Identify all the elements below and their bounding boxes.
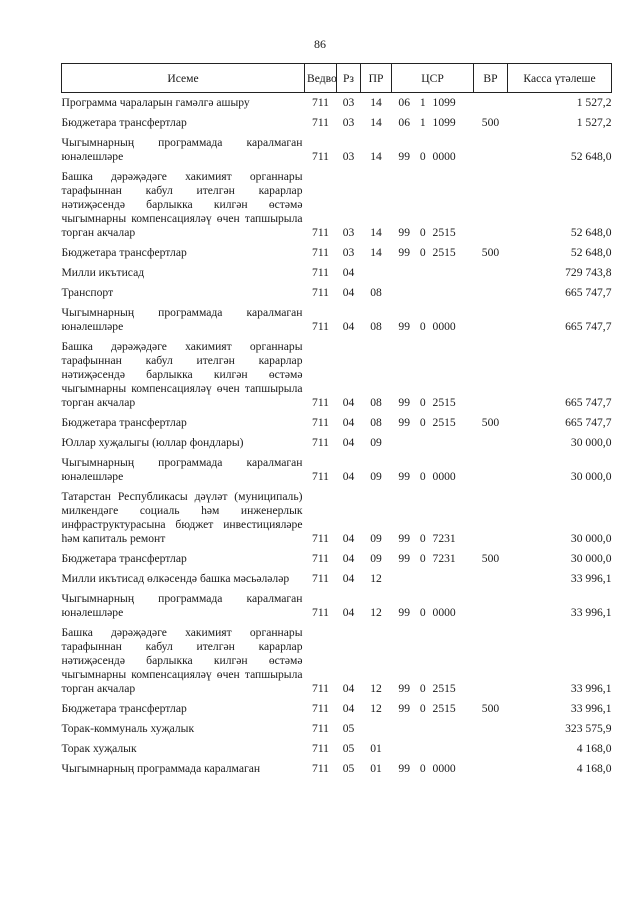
row-vr (474, 263, 508, 283)
row-pr: 12 (370, 572, 382, 585)
row-csr-part: 99 (398, 762, 411, 775)
row-csr (392, 283, 474, 303)
row-csr (392, 433, 474, 453)
row-ved: 711 (312, 722, 329, 735)
row-name: Милли икътисад (61, 266, 145, 279)
header-name: Исеме (62, 64, 305, 93)
table-row (62, 699, 612, 719)
row-vr: 500 (481, 702, 500, 715)
row-sum: 33 996,1 (570, 682, 612, 695)
row-name: Чыгымнарның программада каралмаган юнәлешләре (61, 592, 303, 619)
row-vr: 500 (481, 552, 500, 565)
row-pr: 14 (370, 246, 382, 259)
row-ved: 711 (312, 436, 329, 449)
row-csr-part: 0 (419, 762, 426, 775)
row-vr (474, 167, 508, 243)
row-csr-part: 0000 (432, 320, 456, 333)
row-sum: 1 527,2 (576, 96, 612, 109)
row-csr (392, 413, 474, 433)
row-name: Чыгымнарның программада каралмаган юнәлешләре (61, 456, 303, 483)
row-csr-part: 99 (398, 416, 411, 429)
row-pr: 14 (370, 226, 382, 239)
row-csr-part: 99 (398, 606, 411, 619)
row-csr-part: 0 (419, 320, 426, 333)
row-sum: 33 996,1 (570, 702, 612, 715)
row-csr-part: 99 (398, 246, 411, 259)
row-csr-part: 99 (398, 226, 411, 239)
row-csr (392, 549, 474, 569)
row-vr: 500 (481, 246, 500, 259)
row-csr-part: 0000 (432, 606, 456, 619)
table-row (62, 623, 612, 699)
row-vr (474, 487, 508, 549)
row-sum: 665 747,7 (565, 286, 612, 299)
row-rz: 03 (342, 116, 355, 129)
row-csr-part: 0 (419, 150, 426, 163)
row-csr (392, 569, 474, 589)
row-csr (392, 453, 474, 487)
row-name: Чыгымнарның программада каралмаган (61, 762, 261, 775)
row-pr: 14 (370, 150, 382, 163)
row-rz: 04 (342, 436, 355, 449)
row-name: Чыгымнарның программада каралмаган юнәлешләре (61, 306, 303, 333)
row-sum: 4 168,0 (576, 742, 612, 755)
table-body (62, 93, 612, 780)
row-csr (392, 623, 474, 699)
row-ved: 711 (312, 286, 329, 299)
table-row (62, 133, 612, 167)
table-row (62, 263, 612, 283)
row-rz: 04 (342, 532, 355, 545)
row-rz: 05 (342, 742, 355, 755)
row-sum: 52 648,0 (570, 226, 612, 239)
row-vr (474, 739, 508, 759)
row-csr-part: 99 (398, 532, 411, 545)
row-csr (392, 133, 474, 167)
row-vr (474, 453, 508, 487)
table-row (62, 759, 612, 779)
row-csr-part: 06 (398, 96, 411, 109)
row-ved: 711 (312, 572, 329, 585)
row-ved: 711 (312, 682, 329, 695)
row-csr-part: 99 (398, 150, 411, 163)
row-name: Бюджетара трансфертлар (61, 416, 187, 429)
row-csr-part: 7231 (432, 552, 456, 565)
row-ved: 711 (312, 702, 329, 715)
row-csr-part: 0 (419, 532, 426, 545)
row-vr (474, 589, 508, 623)
row-name: Торак хуҗалык (61, 742, 137, 755)
row-name: Бюджетара трансфертлар (61, 702, 187, 715)
table-row (62, 487, 612, 549)
row-csr-part: 1 (419, 96, 426, 109)
row-pr: 09 (370, 470, 382, 483)
row-sum: 665 747,7 (565, 396, 612, 409)
row-pr: 09 (370, 436, 382, 449)
row-ved: 711 (312, 150, 329, 163)
row-csr-part: 99 (398, 552, 411, 565)
row-csr (392, 113, 474, 133)
row-csr-part: 99 (398, 682, 411, 695)
page-number: 86 (314, 37, 326, 51)
row-csr-part: 0000 (432, 470, 456, 483)
row-csr-part: 0 (419, 416, 426, 429)
row-rz: 05 (342, 722, 355, 735)
row-name: Транспорт (61, 286, 114, 299)
row-csr-part: 1099 (432, 116, 456, 129)
row-sum: 323 575,9 (565, 722, 612, 735)
row-vr: 500 (481, 116, 500, 129)
row-pr: 09 (370, 552, 382, 565)
row-ved: 711 (312, 320, 329, 333)
row-ved: 711 (312, 226, 329, 239)
row-csr-part: 0 (419, 226, 426, 239)
row-rz: 04 (342, 286, 355, 299)
row-ved: 711 (312, 470, 329, 483)
row-rz: 04 (342, 396, 355, 409)
row-csr-part: 2515 (432, 396, 456, 409)
row-vr (474, 623, 508, 699)
row-sum: 30 000,0 (570, 470, 612, 483)
row-csr-part: 7231 (432, 532, 456, 545)
row-csr-part: 99 (398, 396, 411, 409)
table-row (62, 569, 612, 589)
row-csr-part: 0 (419, 246, 426, 259)
header-sum: Касса үтәлеше (508, 64, 612, 93)
row-ved: 711 (312, 416, 329, 429)
row-csr-part: 0 (419, 470, 426, 483)
row-ved: 711 (312, 96, 329, 109)
row-pr: 09 (370, 532, 382, 545)
row-csr-part: 0 (419, 606, 426, 619)
row-vr (474, 303, 508, 337)
row-name: Программа чараларын гамәлгә ашыру (61, 96, 250, 109)
table-row (62, 93, 612, 114)
row-vr (474, 759, 508, 779)
row-name: Бюджетара трансфертлар (61, 116, 187, 129)
table-row (62, 719, 612, 739)
row-csr-part: 99 (398, 320, 411, 333)
row-csr-part: 2515 (432, 416, 456, 429)
row-rz: 04 (342, 682, 355, 695)
row-csr-part: 2515 (432, 682, 456, 695)
row-rz: 03 (342, 150, 355, 163)
row-pr: 08 (370, 320, 382, 333)
row-ved: 711 (312, 552, 329, 565)
row-csr-part: 0000 (432, 150, 456, 163)
row-csr-part: 0000 (432, 762, 456, 775)
row-name: Башка дәрәҗәдәге хакимият органнары тарафыннан кабул ителгән карарлар нәтиҗәсендә барлыкка килгән өстәмә чыгымнарны компенсацияләү өчен тапшырыла торган акчалар (61, 626, 303, 695)
table-row (62, 167, 612, 243)
row-csr (392, 93, 474, 114)
row-vr: 500 (481, 416, 500, 429)
row-name: Чыгымнарның программада каралмаган юнәлешләре (61, 136, 303, 163)
row-sum: 30 000,0 (570, 552, 612, 565)
row-vr (474, 283, 508, 303)
row-sum: 665 747,7 (565, 320, 612, 333)
table-row (62, 283, 612, 303)
header-rz: Рз (337, 64, 361, 93)
row-vr (474, 433, 508, 453)
row-ved: 711 (312, 742, 329, 755)
header-csr: ЦСР (392, 64, 474, 93)
row-csr (392, 739, 474, 759)
row-rz: 04 (342, 470, 355, 483)
header-pr: ПР (361, 64, 392, 93)
row-name: Татарстан Республикасы дәүләт (муниципаль) милкендәге социаль һәм инженерлык инфраструктурасына бюджет инвестицияләре һәм капиталь ремонт (61, 490, 303, 545)
row-rz: 04 (342, 416, 355, 429)
row-rz: 04 (342, 266, 355, 279)
row-pr: 12 (370, 682, 382, 695)
row-rz: 03 (342, 96, 355, 109)
table-row (62, 589, 612, 623)
row-rz: 04 (342, 606, 355, 619)
table-row (62, 337, 612, 413)
row-pr: 01 (370, 762, 382, 775)
row-sum: 52 648,0 (570, 246, 612, 259)
row-pr: 08 (370, 286, 382, 299)
table-header (62, 64, 612, 93)
row-sum: 33 996,1 (570, 606, 612, 619)
row-vr (474, 133, 508, 167)
row-ved: 711 (312, 116, 329, 129)
row-csr (392, 699, 474, 719)
row-csr-part: 0 (419, 702, 426, 715)
row-csr (392, 243, 474, 263)
row-pr: 14 (370, 116, 382, 129)
row-pr: 08 (370, 416, 382, 429)
row-ved: 711 (312, 396, 329, 409)
row-sum: 30 000,0 (570, 532, 612, 545)
row-csr-part: 99 (398, 702, 411, 715)
row-pr: 12 (370, 606, 382, 619)
row-name: Башка дәрәҗәдәге хакимият органнары тарафыннан кабул ителгән карарлар нәтиҗәсендә барлыкка килгән өстәмә чыгымнарны компенсацияләү өчен тапшырыла торган акчалар (61, 340, 303, 409)
row-pr: 14 (370, 96, 382, 109)
row-csr-part: 1 (419, 116, 426, 129)
table-row (62, 433, 612, 453)
row-pr: 12 (370, 702, 382, 715)
row-rz: 03 (342, 246, 355, 259)
row-csr (392, 487, 474, 549)
row-rz: 04 (342, 702, 355, 715)
row-name: Бюджетара трансфертлар (61, 552, 187, 565)
row-csr (392, 167, 474, 243)
table-row (62, 739, 612, 759)
row-name: Юллар хуҗалыгы (юллар фондлары) (61, 436, 244, 449)
header-vr: ВР (474, 64, 508, 93)
row-ved: 711 (312, 246, 329, 259)
table-row (62, 453, 612, 487)
row-csr-part: 1099 (432, 96, 456, 109)
row-vr (474, 719, 508, 739)
row-rz: 03 (342, 226, 355, 239)
row-sum: 729 743,8 (565, 266, 612, 279)
row-pr (361, 719, 392, 739)
row-vr (474, 569, 508, 589)
row-sum: 30 000,0 (570, 436, 612, 449)
table-row (62, 303, 612, 337)
row-csr (392, 719, 474, 739)
row-csr-part: 2515 (432, 702, 456, 715)
row-ved: 711 (312, 532, 329, 545)
row-rz: 04 (342, 552, 355, 565)
row-ved: 711 (312, 266, 329, 279)
row-csr (392, 759, 474, 779)
row-csr-part: 99 (398, 470, 411, 483)
row-sum: 52 648,0 (570, 150, 612, 163)
table-row (62, 413, 612, 433)
row-ved: 711 (312, 762, 329, 775)
row-ved: 711 (312, 606, 329, 619)
row-csr-part: 2515 (432, 226, 456, 239)
table-row (62, 549, 612, 569)
table-row (62, 243, 612, 263)
table-row (62, 113, 612, 133)
row-csr-part: 0 (419, 682, 426, 695)
row-csr-part: 06 (398, 116, 411, 129)
row-name: Бюджетара трансфертлар (61, 246, 187, 259)
row-pr (361, 263, 392, 283)
row-csr (392, 263, 474, 283)
row-rz: 05 (342, 762, 355, 775)
row-csr-part: 0 (419, 552, 426, 565)
row-name: Башка дәрәҗәдәге хакимият органнары тарафыннан кабул ителгән карарлар нәтиҗәсендә барлыкка килгән өстәмә чыгымнарны компенсацияләү өчен тапшырыла торган акчалар (61, 170, 303, 239)
row-name: Торак-коммуналь хуҗалык (61, 722, 195, 735)
row-csr (392, 589, 474, 623)
row-csr-part: 0 (419, 396, 426, 409)
row-csr (392, 303, 474, 337)
budget-table (61, 63, 612, 779)
row-pr: 08 (370, 396, 382, 409)
row-vr (474, 337, 508, 413)
row-rz: 04 (342, 572, 355, 585)
row-csr-part: 2515 (432, 246, 456, 259)
row-csr (392, 337, 474, 413)
row-sum: 33 996,1 (570, 572, 612, 585)
header-ved: Ведво (305, 64, 337, 93)
row-vr (474, 93, 508, 114)
row-sum: 4 168,0 (576, 762, 612, 775)
row-sum: 665 747,7 (565, 416, 612, 429)
row-name: Милли икътисад өлкәсендә башка мәсьәләләр (61, 572, 290, 585)
row-sum: 1 527,2 (576, 116, 612, 129)
row-pr: 01 (370, 742, 382, 755)
row-rz: 04 (342, 320, 355, 333)
